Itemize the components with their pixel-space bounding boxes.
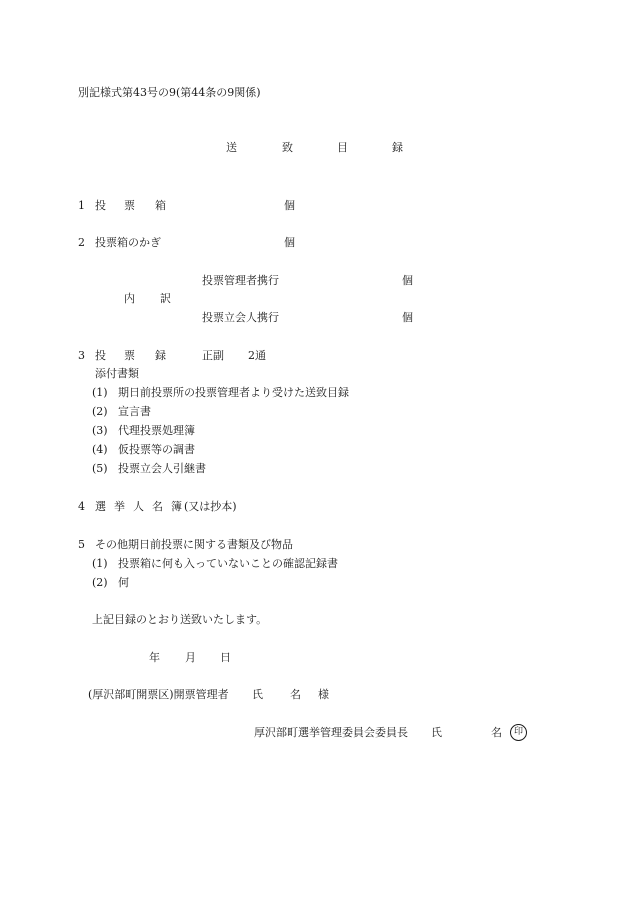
title-char-4: 録 <box>392 141 403 154</box>
item-3-number: 3 <box>78 349 85 362</box>
sender-shi: 氏 <box>431 726 442 739</box>
breakdown-row-1-label: 投票管理者携行 <box>202 274 279 287</box>
breakdown-row-2-unit: 個 <box>402 311 413 324</box>
item-2-unit: 個 <box>284 236 295 249</box>
date-day: 日 <box>220 651 231 664</box>
seal-mark: 印 <box>510 724 527 741</box>
item-3-sub-5-number: (5) <box>92 462 108 475</box>
item-5-number: 5 <box>78 538 85 551</box>
item-3-sub-4-text: 仮投票等の調書 <box>118 443 195 456</box>
breakdown-row-2-label: 投票立会人携行 <box>202 311 279 324</box>
title-char-2: 致 <box>282 141 293 154</box>
item-3-sub-3-text: 代理投票処理簿 <box>118 424 195 437</box>
date-month: 月 <box>185 651 196 664</box>
recipient-shi: 氏 <box>252 688 263 701</box>
item-3-sub-2-number: (2) <box>92 405 108 418</box>
item-4-label-char-2: 挙 <box>114 500 125 513</box>
item-5-sub-2-number: (2) <box>92 576 108 589</box>
recipient-mei: 名 <box>290 688 301 701</box>
breakdown-label-char-2: 訳 <box>160 292 171 305</box>
item-5-sub-1-text: 投票箱に何も入っていないことの確認記録書 <box>118 557 338 570</box>
item-4-label-char-5: 簿 <box>171 500 182 513</box>
item-5-sub-1-number: (1) <box>92 557 108 570</box>
item-5-sub-2-text: 何 <box>118 576 129 589</box>
title-char-3: 目 <box>337 141 348 154</box>
closing-statement: 上記目録のとおり送致いたします。 <box>92 613 268 626</box>
item-3-count: 2通 <box>248 349 266 362</box>
item-3-sub-3-number: (3) <box>92 424 108 437</box>
form-reference: 別記様式第43号の9(第44条の9関係) <box>78 86 261 99</box>
item-3-sub-2-text: 宣言書 <box>118 405 151 418</box>
item-3-attached-label: 添付書類 <box>95 367 139 380</box>
item-5-text: その他期日前投票に関する書類及び物品 <box>95 538 293 551</box>
item-1-number: 1 <box>78 199 85 212</box>
item-3-sub-1-number: (1) <box>92 386 108 399</box>
item-4-label-char-4: 名 <box>152 500 163 513</box>
item-3-label-char-2: 票 <box>124 349 135 362</box>
item-4-note: (又は抄本) <box>184 500 237 513</box>
recipient-sama: 様 <box>318 688 329 701</box>
item-3-sub-5-text: 投票立会人引継書 <box>118 462 206 475</box>
breakdown-row-1-unit: 個 <box>402 274 413 287</box>
breakdown-label-char-1: 内 <box>124 292 135 305</box>
item-3-label-char-1: 投 <box>95 349 106 362</box>
item-3-label-char-3: 録 <box>155 349 166 362</box>
item-4-label-char-1: 選 <box>95 500 106 513</box>
item-2-number: 2 <box>78 236 85 249</box>
item-3-copies: 正副 <box>202 349 224 362</box>
item-1-label-char-2: 票 <box>124 199 135 212</box>
item-4-label-char-3: 人 <box>133 500 144 513</box>
item-1-unit: 個 <box>284 199 295 212</box>
sender-title: 厚沢部町選挙管理委員会委員長 <box>254 726 408 739</box>
recipient-title: (厚沢部町開票区)開票管理者 <box>88 688 229 701</box>
date-year: 年 <box>149 651 160 664</box>
item-1-label-char-1: 投 <box>95 199 106 212</box>
item-2-label: 投票箱のかぎ <box>95 236 161 249</box>
item-1-label-char-3: 箱 <box>155 199 166 212</box>
item-4-number: 4 <box>78 500 85 513</box>
item-3-sub-1-text: 期日前投票所の投票管理者より受けた送致目録 <box>118 386 349 399</box>
title-char-1: 送 <box>226 141 237 154</box>
item-3-sub-4-number: (4) <box>92 443 108 456</box>
sender-mei: 名 <box>491 726 502 739</box>
